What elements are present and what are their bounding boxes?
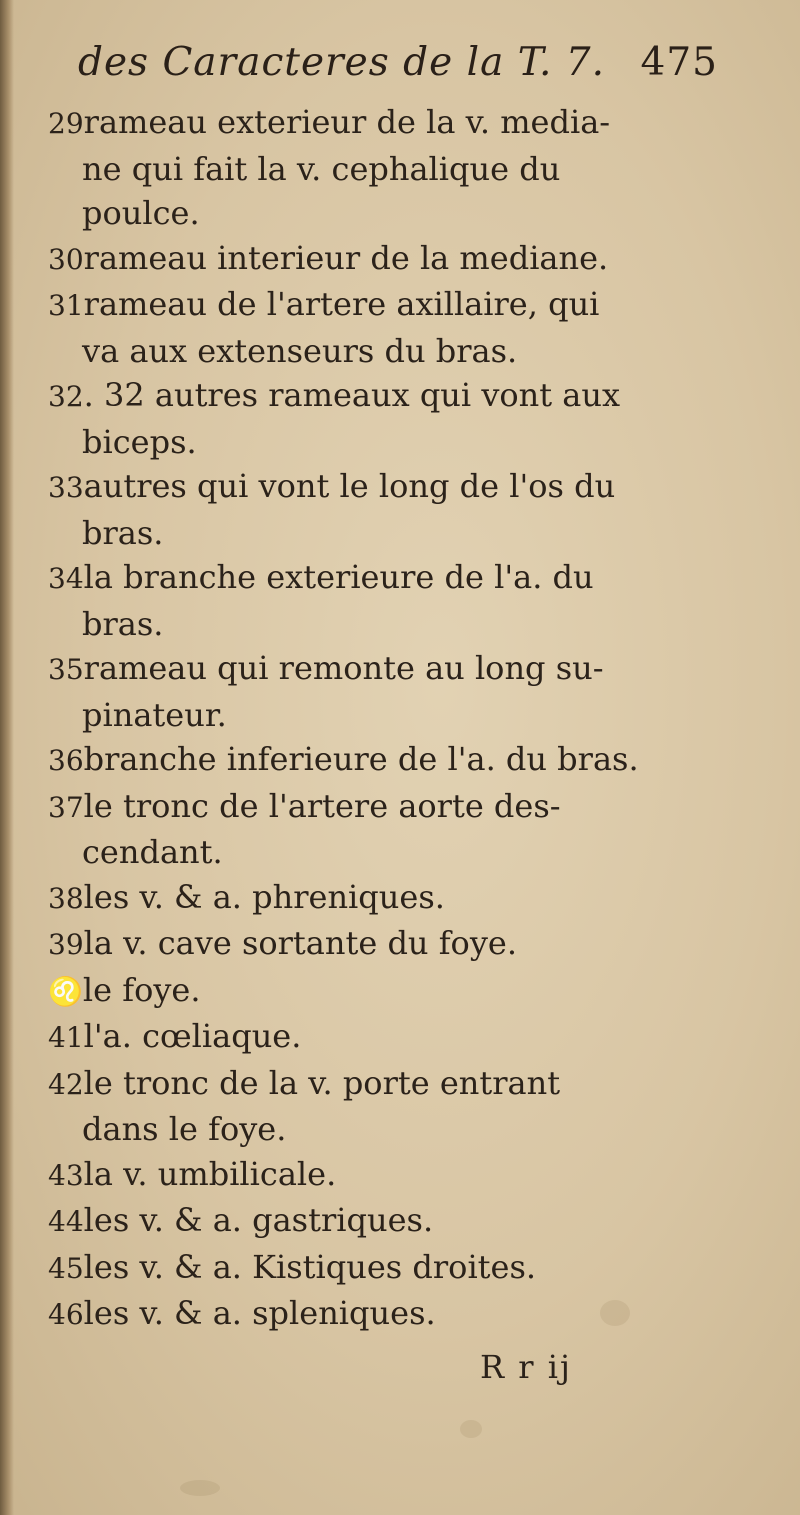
entry-text: le foye. xyxy=(82,970,201,1009)
entry-number: 41 xyxy=(48,1021,84,1054)
page-gutter-shadow xyxy=(0,0,14,1515)
entry-text: la v. umbilicale. xyxy=(83,1154,337,1193)
entry-text: autres qui vont le long de l'os du xyxy=(83,467,616,505)
entry-text: les v. & a. Kistiques droites. xyxy=(83,1247,537,1286)
entry-text: le tronc de l'artere aorte des- xyxy=(83,786,561,825)
entry-number: 37 xyxy=(48,790,84,824)
legend-entry xyxy=(48,464,748,555)
entry-number: 35 xyxy=(48,653,84,686)
entry-text: rameau exterieur de la v. media- xyxy=(83,103,611,141)
paper-stain xyxy=(460,1420,482,1438)
entry-number: ♌ xyxy=(48,974,83,1008)
entry-text-continuation: cendant. xyxy=(82,833,223,871)
running-header xyxy=(78,40,718,100)
running-title: des Caracteres de la T. 7. xyxy=(78,40,606,85)
entry-number: 42 xyxy=(48,1067,84,1101)
entry-number: 43 xyxy=(48,1158,84,1192)
entry-number: 34 xyxy=(48,562,84,595)
entry-number: 29 xyxy=(48,107,84,140)
entry-text: le tronc de la v. porte entrant xyxy=(83,1063,561,1102)
entry-text: rameau qui remonte au long su- xyxy=(83,649,604,687)
legend-entry xyxy=(48,737,748,784)
legend-entry xyxy=(48,100,748,236)
page-number: 475 xyxy=(640,40,718,85)
legend-entry xyxy=(48,921,748,968)
legend-entry xyxy=(48,1198,748,1245)
entry-text: la branche exterieure de l'a. du xyxy=(83,558,594,596)
legend-entry xyxy=(48,373,748,464)
entry-text: l'a. cœliaque. xyxy=(83,1017,302,1055)
legend-entry xyxy=(48,875,748,922)
entry-text: branche inferieure de l'a. du bras. xyxy=(83,740,639,778)
legend-entry xyxy=(48,968,748,1015)
entry-text: les v. & a. gastriques. xyxy=(83,1201,434,1239)
entry-text: les v. & a. phreniques. xyxy=(83,877,445,916)
entry-number: 30 xyxy=(48,242,84,276)
legend-entry xyxy=(48,1061,748,1152)
entry-number: 36 xyxy=(48,744,84,777)
legend-entry xyxy=(48,784,748,875)
legend-entry xyxy=(48,282,748,373)
entry-number: 46 xyxy=(48,1298,84,1331)
legend-entry xyxy=(48,555,748,646)
entry-text: rameau de l'artere axillaire, qui xyxy=(83,285,600,323)
entry-text: les v. & a. spleniques. xyxy=(83,1294,436,1332)
signature-mark: R r ij xyxy=(480,1348,572,1386)
entry-number: 32 xyxy=(48,380,84,413)
legend-entry xyxy=(48,1245,748,1292)
entry-number: 33 xyxy=(48,471,84,504)
entry-text: rameau interieur de la mediane. xyxy=(83,238,609,277)
entry-text-continuation: dans le foye. xyxy=(82,1110,287,1148)
entry-text-continuation: poulce. xyxy=(82,194,200,232)
entry-text: . 32 autres rameaux qui vont aux xyxy=(83,376,621,414)
legend-entry xyxy=(48,1014,748,1061)
entry-number: 39 xyxy=(48,928,84,961)
entry-text-continuation: bras. xyxy=(82,604,164,643)
entry-text-continuation: va aux extenseurs du bras. xyxy=(82,331,518,370)
legend-entry-list xyxy=(48,100,748,1338)
legend-entry xyxy=(48,1152,748,1199)
legend-entry xyxy=(48,646,748,737)
entry-number: 38 xyxy=(48,881,84,915)
entry-number: 44 xyxy=(48,1205,84,1238)
entry-number: 45 xyxy=(48,1251,84,1285)
entry-text-continuation: pinateur. xyxy=(82,695,227,734)
paper-stain xyxy=(180,1480,220,1496)
legend-entry xyxy=(48,1291,748,1338)
entry-text-continuation: bras. xyxy=(82,513,164,552)
entry-number: 31 xyxy=(48,289,84,322)
entry-text-continuation: ne qui fait la v. cephalique du xyxy=(82,149,561,188)
legend-entry xyxy=(48,236,748,283)
entry-text: la v. cave sortante du foye. xyxy=(83,924,517,962)
entry-text-continuation: biceps. xyxy=(82,422,197,461)
